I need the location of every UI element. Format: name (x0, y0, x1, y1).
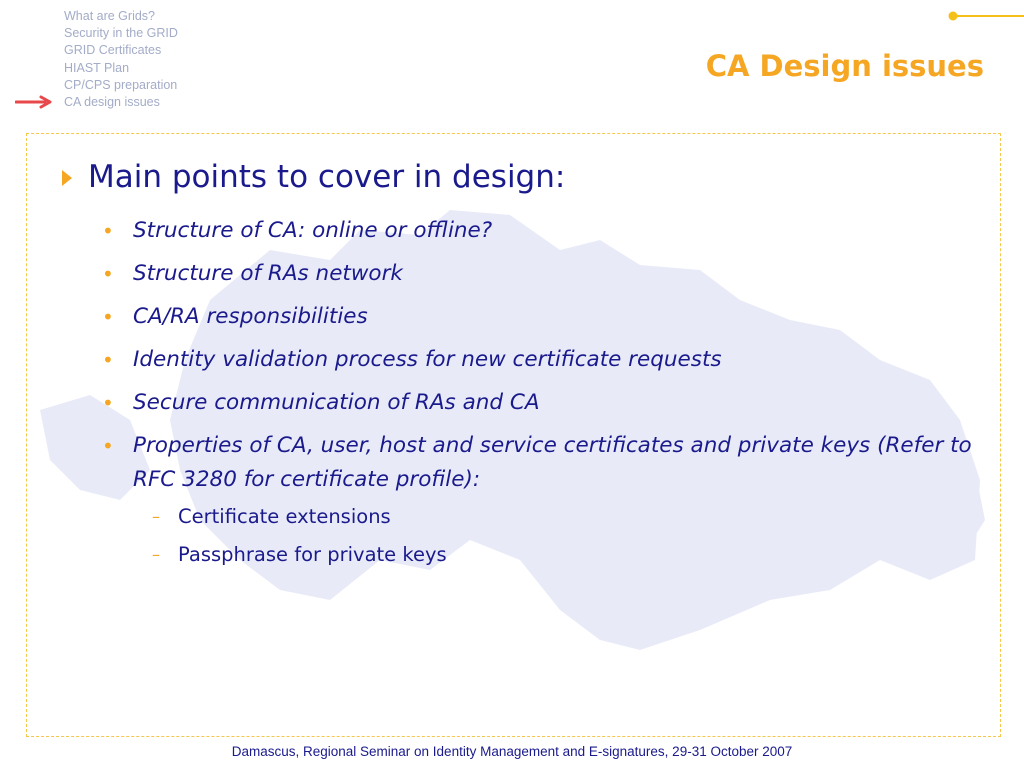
bullet-dot: • (102, 219, 114, 243)
sub-point-list (100, 214, 980, 506)
nav-item-cp-cps-preparation[interactable]: CP/CPS preparation (64, 77, 178, 92)
triangle-right-icon (62, 170, 72, 186)
nav-item-hiast-plan[interactable]: HIAST Plan (64, 60, 130, 75)
bullet-dot: • (102, 262, 114, 286)
slide-footer: Damascus, Regional Seminar on Identity Management and E-signatures, 29-31 October 2007 (231, 744, 793, 759)
sub-point-text: Properties of CA, user, host and service certificates and private keys (Refer to RFC 3280 for certificate profile): (133, 433, 972, 492)
bullet-dot: • (102, 434, 114, 458)
list-item (152, 503, 447, 531)
bullet-dash: – (152, 545, 160, 564)
nav-item-grid-certificates[interactable]: GRID Certificates (64, 43, 162, 58)
nav-item-ca-design-issues[interactable]: CA design issues (64, 95, 160, 110)
nav-item-security-in-grid[interactable]: Security in the GRID (64, 26, 178, 41)
bullet-dot: • (102, 348, 114, 372)
list-item (152, 541, 447, 569)
main-point (62, 159, 565, 195)
sub-point-text: Identity validation process for new certificate requests (133, 347, 722, 372)
bullet-dot: • (102, 305, 114, 329)
bullet-dot: • (102, 391, 114, 415)
sub-point-text: Secure communication of RAs and CA (133, 390, 540, 415)
nav-item-what-are-grids[interactable]: What are Grids? (64, 9, 156, 23)
main-point-text: Main points to cover in design: (88, 159, 566, 195)
list-item (100, 343, 980, 377)
list-item (100, 386, 980, 420)
list-item (100, 300, 980, 334)
sub-sub-point-list (152, 503, 447, 579)
list-item (100, 257, 980, 291)
sub-sub-point-text: Passphrase for private keys (178, 543, 447, 566)
sub-point-text: Structure of RAs network (133, 261, 403, 286)
sub-point-text: Structure of CA: online or offline? (133, 218, 493, 243)
bullet-dash: – (152, 507, 160, 526)
slide-title: CA Design issues (705, 49, 984, 83)
list-item (100, 214, 980, 248)
sub-point-text: CA/RA responsibilities (133, 304, 368, 329)
sub-sub-point-text: Certificate extensions (178, 505, 391, 528)
list-item (100, 429, 980, 497)
